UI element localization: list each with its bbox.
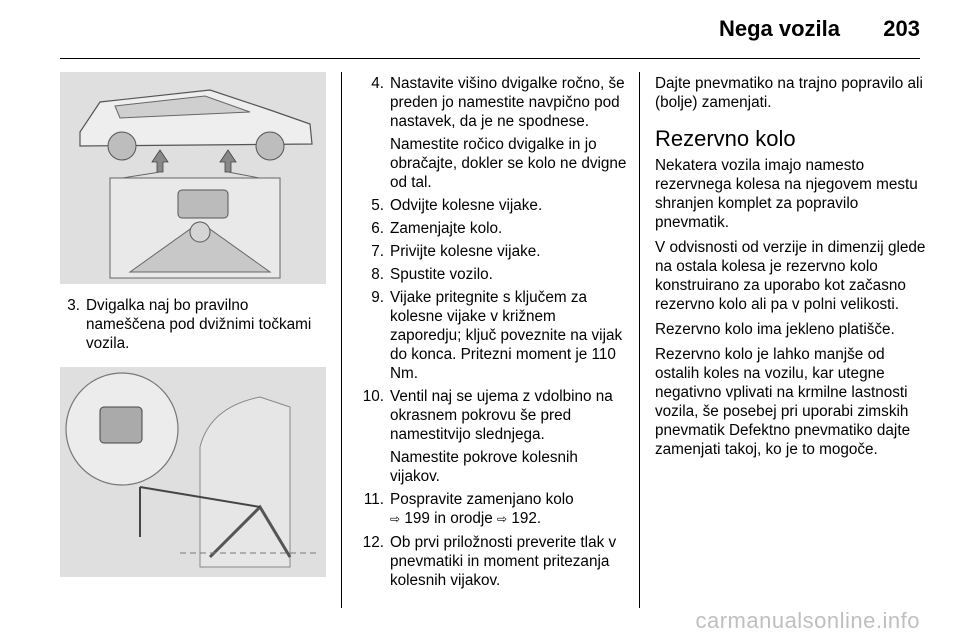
list-number: 9. <box>371 289 384 306</box>
list-item <box>356 288 628 383</box>
list-subtext: Namestite ročico dvigalke in jo obračajte, dokler se kolo ne dvigne od tal. <box>390 136 627 191</box>
list-text: Ventil naj se ujema z vdolbino na okrasnem pokrovu še pred namestitvijo slednjega. <box>390 388 613 443</box>
paragraph: Rezervno kolo ima jekleno platišče. <box>655 321 895 338</box>
list-text: Vijake pritegnite s ključem za kolesne vijake v križnem zaporedju; ključ poveznite na vijak do konca. Pritezni moment je 110 Nm. <box>390 289 623 382</box>
list-text: Spustite vozilo. <box>390 266 493 283</box>
list-number: 5. <box>371 197 384 214</box>
list-number: 7. <box>371 243 384 260</box>
paragraph: V odvisnosti od verzije in dimenzij glede na ostala kolesa je rezervno kolo konstruirano za uporabo kot začasno rezervno kolo ali pa v polni velikosti. <box>655 239 926 313</box>
watermark: carmanualsonline.info <box>695 608 920 633</box>
list-text: Odvijte kolesne vijake. <box>390 197 543 214</box>
list-text: Ob prvi priložnosti preverite tlak v pnevmatiki in moment pritezanja kolesnih vijakov. <box>390 534 617 589</box>
page-reference-icon: ⇨ <box>390 512 401 526</box>
jack-positioning-illustration <box>60 367 326 577</box>
list-text-part: Pospravite zamenjano kolo <box>390 491 574 508</box>
section-title: Nega vozila <box>718 16 840 41</box>
paragraph: Rezervno kolo je lahko manjše od ostalih koles na vozilu, kar utegne negativno vplivati na krmilne lastnosti vozila, še posebej pri uporabi zimskih pnevmatik Defektno pnevmatiko dajte zamenjati takoj, ko je to mogoče. <box>655 346 911 458</box>
page-reference-link[interactable]: 192. <box>511 510 542 527</box>
list-text: Zamenjajte kolo. <box>390 220 503 237</box>
list-item <box>356 490 628 529</box>
list-item <box>356 387 628 444</box>
column-left <box>60 72 330 577</box>
page-number: 203 <box>883 16 920 41</box>
column-divider <box>639 72 640 608</box>
list-number: 4. <box>371 75 384 92</box>
column-right <box>655 74 927 465</box>
list-subtext: Namestite pokrove kolesnih vijakov. <box>390 449 578 485</box>
page-reference-icon: ⇨ <box>497 512 508 526</box>
list-text <box>390 490 628 529</box>
section-heading: Rezervno kolo <box>655 126 796 151</box>
page-header <box>0 0 960 58</box>
car-lifting-points-illustration <box>60 72 326 284</box>
list-number: 11. <box>363 491 384 508</box>
paragraph: Nekatera vozila imajo namesto rezervnega kolesa na njegovem mestu shranjen komplet za popravilo pnevmatik. <box>655 157 918 231</box>
list-number: 12. <box>362 534 384 551</box>
intro-paragraph: Dajte pnevmatiko na trajno popravilo ali (bolje) zamenjati. <box>655 75 923 111</box>
column-middle <box>356 74 628 594</box>
list-text: Privijte kolesne vijake. <box>390 243 541 260</box>
header-rule <box>60 58 920 59</box>
list-text: Nastavite višino dvigalke ročno, še preden jo namestite navpično pod nastavek, da je ne spodnese. <box>390 75 625 130</box>
list-item <box>356 219 628 238</box>
list-text-part: in orodje <box>434 510 493 527</box>
list-number: 10. <box>362 388 384 405</box>
list-item <box>60 296 330 353</box>
list-item <box>356 533 628 590</box>
page-reference-link[interactable]: 199 <box>404 510 430 527</box>
list-item <box>356 265 628 284</box>
column-divider <box>341 72 342 608</box>
list-item <box>356 242 628 261</box>
list-number: 3. <box>67 297 80 314</box>
list-number: 8. <box>371 266 384 283</box>
list-item <box>356 196 628 215</box>
list-text: Dvigalka naj bo pravilno nameščena pod dvižnimi točkami vozila. <box>86 297 312 352</box>
list-item <box>356 74 628 131</box>
list-number: 6. <box>371 220 384 237</box>
